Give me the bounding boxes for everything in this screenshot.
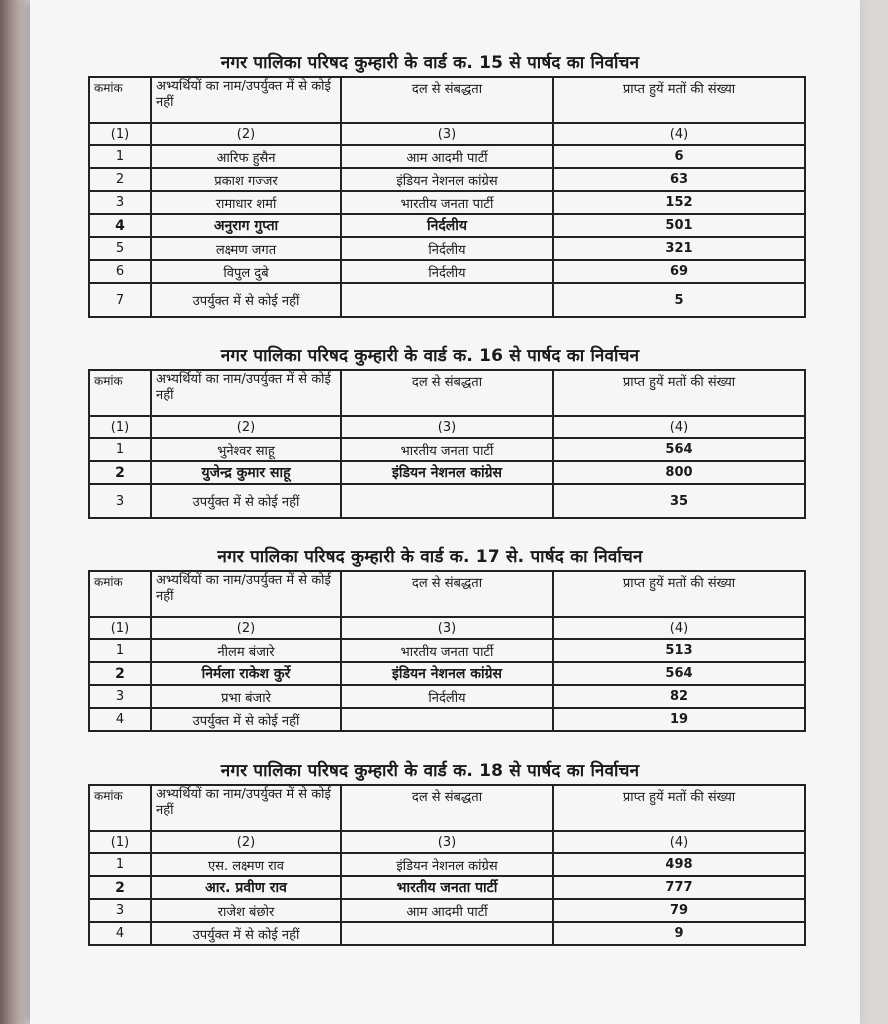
candidate-cell: राजेश बंछोर: [151, 899, 341, 922]
header-candidate: अभ्यर्थियों का नाम/उपर्युक्त में से कोई नहीं: [151, 77, 341, 123]
votes-cell: 63: [553, 168, 805, 191]
table-row: [89, 283, 805, 317]
serial-cell: 1: [89, 639, 151, 662]
votes-cell: 513: [553, 639, 805, 662]
column-number: (4): [553, 617, 805, 639]
table-row: [89, 168, 805, 191]
party-cell: निर्दलीय: [341, 260, 553, 283]
candidate-cell: प्रभा बंजारे: [151, 685, 341, 708]
header-votes: प्राप्त हुयें मतों की संख्या: [553, 77, 805, 123]
party-cell: भारतीय जनता पार्टी: [341, 191, 553, 214]
winner-row: [89, 461, 805, 484]
serial-cell: 2: [89, 168, 151, 191]
candidate-cell: एस. लक्ष्मण राव: [151, 853, 341, 876]
header-serial: कमांक: [89, 571, 151, 617]
candidate-cell: अनुराग गुप्ता: [151, 214, 341, 237]
ward-title: नगर पालिका परिषद कुम्हारी के वार्ड क. 18 से पार्षद का निर्वाचन: [220, 761, 640, 781]
party-cell: इंडियन नेशनल कांग्रेस: [341, 461, 553, 484]
header-votes: प्राप्त हुयें मतों की संख्या: [553, 785, 805, 831]
ward-title: नगर पालिका परिषद कुम्हारी के वार्ड क. 17 से. पार्षद का निर्वाचन: [217, 547, 643, 567]
serial-cell: 7: [89, 283, 151, 317]
party-cell: निर्दलीय: [341, 237, 553, 260]
party-cell: [341, 922, 553, 945]
candidate-cell: आरिफ हुसैन: [151, 145, 341, 168]
column-number: (3): [341, 831, 553, 853]
candidate-cell: निर्मला राकेश कुर्रे: [151, 662, 341, 685]
header-votes: प्राप्त हुयें मतों की संख्या: [553, 370, 805, 416]
header-party: दल से संबद्धता: [341, 571, 553, 617]
header-party: दल से संबद्धता: [341, 785, 553, 831]
candidate-cell: नीलम बंजारे: [151, 639, 341, 662]
header-serial: कमांक: [89, 77, 151, 123]
column-number: (3): [341, 416, 553, 438]
column-number: (2): [151, 617, 341, 639]
header-serial: कमांक: [89, 370, 151, 416]
party-cell: [341, 484, 553, 518]
winner-row: [89, 876, 805, 899]
table-row: [89, 438, 805, 461]
votes-cell: 69: [553, 260, 805, 283]
serial-cell: 4: [89, 708, 151, 731]
column-number: (1): [89, 831, 151, 853]
candidate-cell: उपर्युक्त में से कोई नहीं: [151, 283, 341, 317]
column-number: (4): [553, 416, 805, 438]
column-number: (4): [553, 123, 805, 145]
serial-cell: 4: [89, 922, 151, 945]
candidate-cell: लक्ष्मण जगत: [151, 237, 341, 260]
party-cell: [341, 283, 553, 317]
header-party: दल से संबद्धता: [341, 77, 553, 123]
votes-cell: 35: [553, 484, 805, 518]
candidate-cell: विपुल दुबे: [151, 260, 341, 283]
votes-cell: 321: [553, 237, 805, 260]
votes-cell: 152: [553, 191, 805, 214]
party-cell: [341, 708, 553, 731]
table-row: [89, 260, 805, 283]
votes-cell: 82: [553, 685, 805, 708]
candidate-cell: उपर्युक्त में से कोई नहीं: [151, 484, 341, 518]
serial-cell: 3: [89, 484, 151, 518]
candidate-cell: युजेन्द्र कुमार साहू: [151, 461, 341, 484]
column-number: (3): [341, 617, 553, 639]
party-cell: भारतीय जनता पार्टी: [341, 438, 553, 461]
column-number: (4): [553, 831, 805, 853]
header-candidate: अभ्यर्थियों का नाम/उपर्युक्त में से कोई नहीं: [151, 785, 341, 831]
votes-cell: 79: [553, 899, 805, 922]
serial-cell: 1: [89, 853, 151, 876]
column-number: (1): [89, 416, 151, 438]
results-table: [88, 784, 806, 946]
page-edge-shadow: [0, 0, 30, 1024]
candidate-cell: उपर्युक्त में से कोई नहीं: [151, 922, 341, 945]
header-party: दल से संबद्धता: [341, 370, 553, 416]
serial-cell: 1: [89, 145, 151, 168]
votes-cell: 6: [553, 145, 805, 168]
votes-cell: 501: [553, 214, 805, 237]
table-row: [89, 145, 805, 168]
column-number: (1): [89, 123, 151, 145]
results-table: [88, 76, 806, 318]
table-row: [89, 899, 805, 922]
party-cell: निर्दलीय: [341, 214, 553, 237]
votes-cell: 19: [553, 708, 805, 731]
results-table: [88, 570, 806, 732]
serial-cell: 4: [89, 214, 151, 237]
serial-cell: 5: [89, 237, 151, 260]
results-table: [88, 369, 806, 519]
ward-title: नगर पालिका परिषद कुम्हारी के वार्ड क. 16 से पार्षद का निर्वाचन: [220, 346, 640, 366]
serial-cell: 2: [89, 461, 151, 484]
serial-cell: 3: [89, 191, 151, 214]
party-cell: इंडियन नेशनल कांग्रेस: [341, 662, 553, 685]
candidate-cell: रामाधार शर्मा: [151, 191, 341, 214]
candidate-cell: भुनेश्वर साहू: [151, 438, 341, 461]
serial-cell: 3: [89, 685, 151, 708]
column-number: (3): [341, 123, 553, 145]
votes-cell: 777: [553, 876, 805, 899]
party-cell: इंडियन नेशनल कांग्रेस: [341, 168, 553, 191]
header-candidate: अभ्यर्थियों का नाम/उपर्युक्त में से कोई नहीं: [151, 571, 341, 617]
candidate-cell: उपर्युक्त में से कोई नहीं: [151, 708, 341, 731]
table-row: [89, 708, 805, 731]
winner-row: [89, 662, 805, 685]
table-row: [89, 191, 805, 214]
party-cell: इंडियन नेशनल कांग्रेस: [341, 853, 553, 876]
table-row: [89, 685, 805, 708]
votes-cell: 5: [553, 283, 805, 317]
table-row: [89, 484, 805, 518]
table-row: [89, 639, 805, 662]
table-row: [89, 922, 805, 945]
party-cell: निर्दलीय: [341, 685, 553, 708]
ward-title: नगर पालिका परिषद कुम्हारी के वार्ड क. 15 से पार्षद का निर्वाचन: [220, 53, 640, 73]
column-number: (1): [89, 617, 151, 639]
party-cell: भारतीय जनता पार्टी: [341, 639, 553, 662]
column-number: (2): [151, 123, 341, 145]
votes-cell: 498: [553, 853, 805, 876]
candidate-cell: प्रकाश गज्जर: [151, 168, 341, 191]
serial-cell: 6: [89, 260, 151, 283]
table-row: [89, 237, 805, 260]
header-candidate: अभ्यर्थियों का नाम/उपर्युक्त में से कोई नहीं: [151, 370, 341, 416]
document-page: [30, 0, 860, 1024]
serial-cell: 2: [89, 662, 151, 685]
serial-cell: 1: [89, 438, 151, 461]
header-votes: प्राप्त हुयें मतों की संख्या: [553, 571, 805, 617]
party-cell: आम आदमी पार्टी: [341, 899, 553, 922]
votes-cell: 564: [553, 662, 805, 685]
serial-cell: 3: [89, 899, 151, 922]
winner-row: [89, 214, 805, 237]
column-number: (2): [151, 416, 341, 438]
party-cell: भारतीय जनता पार्टी: [341, 876, 553, 899]
table-row: [89, 853, 805, 876]
votes-cell: 564: [553, 438, 805, 461]
votes-cell: 800: [553, 461, 805, 484]
header-serial: कमांक: [89, 785, 151, 831]
column-number: (2): [151, 831, 341, 853]
votes-cell: 9: [553, 922, 805, 945]
serial-cell: 2: [89, 876, 151, 899]
candidate-cell: आर. प्रवीण राव: [151, 876, 341, 899]
party-cell: आम आदमी पार्टी: [341, 145, 553, 168]
